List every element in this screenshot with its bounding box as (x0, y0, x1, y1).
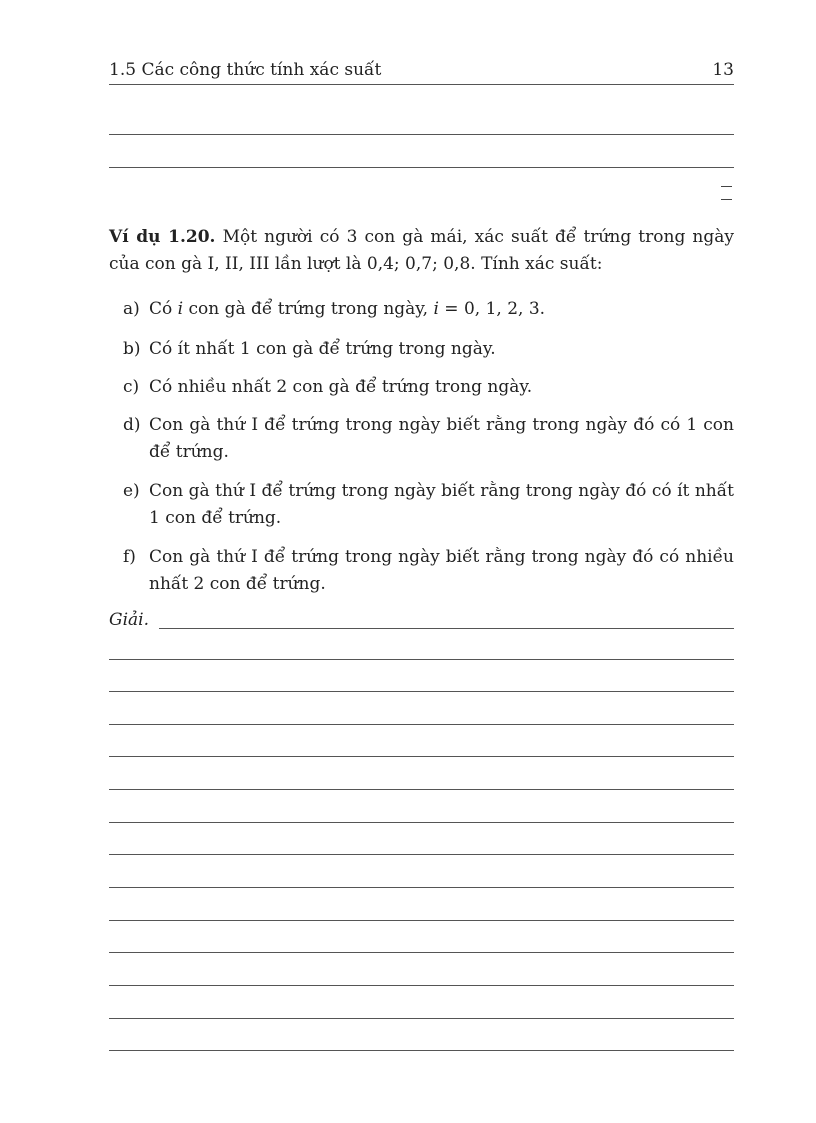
page-number: 13 (712, 60, 734, 80)
writing-line (109, 756, 734, 757)
solution-label: Giải. (109, 610, 149, 630)
item-text: Có nhiều nhất 2 con gà để trứng trong ngày. (149, 377, 533, 397)
writing-line (109, 822, 734, 823)
item-text: Có ít nhất 1 con gà để trứng trong ngày. (149, 339, 496, 359)
writing-line (109, 985, 734, 986)
item-label: c) (123, 377, 140, 397)
writing-line (109, 167, 734, 168)
writing-line (109, 952, 734, 953)
section-title: 1.5 Các công thức tính xác suất (109, 60, 382, 80)
writing-line (109, 920, 734, 921)
item-label: f) (123, 547, 136, 567)
writing-line (109, 134, 734, 135)
example-label: Ví dụ 1.20. (109, 227, 216, 247)
item-text: Con gà thứ I để trứng trong ngày biết rằng trong ngày đó có ít nhất 1 con để trứng. (149, 481, 734, 528)
item-text: Có i con gà để trứng trong ngày, i = 0, 1, 2, 3. (149, 299, 546, 319)
writing-line (109, 789, 734, 790)
item-text: Con gà thứ I để trứng trong ngày biết rằng trong ngày đó có 1 con để trứng. (149, 415, 734, 462)
item-label: e) (123, 481, 140, 501)
writing-line (109, 691, 734, 692)
item-label: b) (123, 339, 141, 359)
writing-line (109, 1050, 734, 1051)
writing-line (109, 854, 734, 855)
writing-line (159, 628, 734, 629)
writing-line (109, 1018, 734, 1019)
item-text: Con gà thứ I để trứng trong ngày biết rằng trong ngày đó có nhiều nhất 2 con để trứng. (149, 547, 734, 594)
item-label: d) (123, 415, 141, 435)
qed-symbol-icon (721, 184, 734, 201)
page-header (109, 58, 734, 85)
item-label: a) (123, 299, 140, 319)
writing-line (109, 659, 734, 660)
example-text: Một người có 3 con gà mái, xác suất để trứng trong ngày của con gà I, II, III lần lượt là 0,4; 0,7; 0,8. Tính xác suất: (109, 227, 735, 274)
writing-line (109, 887, 734, 888)
writing-line (109, 724, 734, 725)
example-statement (109, 224, 734, 278)
